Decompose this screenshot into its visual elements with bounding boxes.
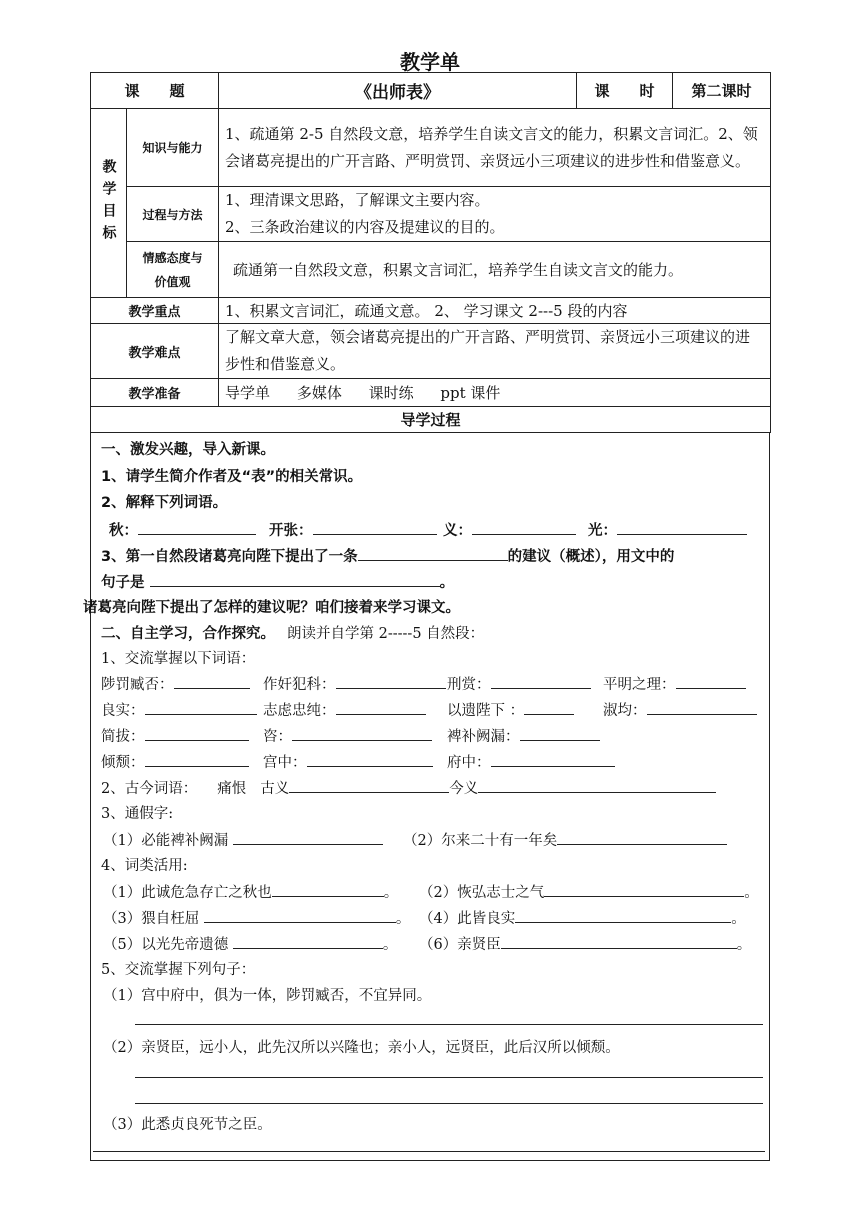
section2-q3: 3、通假字: xyxy=(101,806,174,822)
answer-blank[interactable] xyxy=(145,698,257,715)
answer-blank[interactable] xyxy=(233,932,383,949)
vocab-item xyxy=(263,672,446,694)
prep-label: 教学准备 xyxy=(91,379,219,407)
vocab-label: 平明之理： xyxy=(603,677,676,693)
prep-item: 多媒体 xyxy=(296,384,342,402)
transition-text: 诸葛亮向陛下提出了怎样的建议呢？咱们接着来学习课文。 xyxy=(83,600,460,616)
topic-label: 课 题 xyxy=(91,73,219,109)
answer-blank[interactable] xyxy=(289,776,449,793)
q3-text: 句子是 xyxy=(101,575,145,591)
tongjia-text: （1）必能裨补阙漏 xyxy=(103,833,229,849)
period-mark: 。 xyxy=(731,911,746,927)
answer-blank[interactable] xyxy=(358,544,508,561)
vocab-label: 作奸犯科： xyxy=(263,677,336,693)
vocab-label: 陟罚臧否： xyxy=(101,677,174,693)
huoyong-text: （5）以光先帝遗德 xyxy=(103,937,229,953)
answer-blank[interactable] xyxy=(647,698,757,715)
period-mark: 。 xyxy=(395,911,411,927)
topic-value: 《出师表》 xyxy=(219,73,577,109)
vocab-item xyxy=(603,698,757,720)
vocab-item xyxy=(101,750,249,772)
sentence-1: （1）宫中府中，俱为一体，陟罚臧否，不宜异同。 xyxy=(103,988,432,1004)
process-text xyxy=(219,187,771,242)
word-kaizhang xyxy=(269,518,437,540)
process-line-2: 2、三条政治建议的内容及提建议的目的。 xyxy=(225,218,505,236)
period-value: 第二课时 xyxy=(673,73,771,109)
attitude-label-line-2: 价值观 xyxy=(154,274,191,289)
attitude-label xyxy=(127,242,219,298)
vocab-item xyxy=(603,672,746,694)
vocab-item xyxy=(263,724,432,746)
vocab-item xyxy=(447,750,615,772)
huoyong-item xyxy=(103,906,410,928)
difficulty-text: 了解文章大意，领会诸葛亮提出的广开言路、严明赏罚、亲贤远小三项建议的进步性和借鉴意义。 xyxy=(219,324,771,379)
goals-label: 教学目标 xyxy=(100,159,117,247)
vocab-label: 府中： xyxy=(447,755,491,771)
vocab-label: 倾颓： xyxy=(101,755,145,771)
vocab-item xyxy=(263,698,426,720)
answer-blank[interactable] xyxy=(472,518,576,535)
answer-blank[interactable] xyxy=(145,750,249,767)
prep-item: 课时练 xyxy=(368,384,414,402)
word-label: 开张： xyxy=(269,523,313,539)
answer-blank[interactable] xyxy=(491,672,591,689)
answer-blank[interactable] xyxy=(557,828,727,845)
vocab-item xyxy=(101,724,249,746)
answer-blank[interactable] xyxy=(138,518,256,535)
answer-blank[interactable] xyxy=(617,518,747,535)
answer-blank[interactable] xyxy=(145,724,249,741)
attitude-label-line-1: 情感态度与 xyxy=(142,250,203,265)
answer-blank[interactable] xyxy=(150,570,440,587)
huoyong-item xyxy=(419,932,751,954)
knowledge-label: 知识与能力 xyxy=(127,109,219,187)
answer-blank[interactable] xyxy=(676,672,746,689)
answer-line[interactable] xyxy=(93,1151,765,1152)
answer-blank[interactable] xyxy=(204,906,396,923)
answer-blank[interactable] xyxy=(544,880,744,897)
period-mark: 。 xyxy=(736,937,752,953)
vocab-label: 宫中： xyxy=(263,755,307,771)
section1-heading: 一、激发兴趣，导入新课。 xyxy=(101,442,275,458)
answer-blank[interactable] xyxy=(313,518,437,535)
tongjia-item xyxy=(103,828,383,850)
section2-q5: 5、交流掌握下列句子： xyxy=(101,962,256,978)
document-title: 教学单 xyxy=(400,50,460,74)
word-label: 光： xyxy=(588,523,617,539)
section1-q3-cont xyxy=(101,570,454,592)
q3-text: 的建议（概述），用文中的 xyxy=(507,549,675,565)
process-section-title: 导学过程 xyxy=(91,407,771,433)
q2-new-label: 今义 xyxy=(449,781,479,797)
huoyong-item xyxy=(419,880,759,902)
difficulty-label: 教学难点 xyxy=(91,324,219,379)
q3-text: 3、第一自然段诸葛亮向陛下提出了一条 xyxy=(101,549,358,565)
huoyong-text: （4）此皆良实 xyxy=(419,911,516,927)
period-mark: 。 xyxy=(744,885,759,901)
vocab-label: 淑均： xyxy=(603,703,647,719)
knowledge-text: 1、疏通第 2-5 自然段文意，培养学生自读文言文的能力，积累文言词汇。2、领会诸葛亮提出的广开言路、严明赏罚、亲贤远小三项建议的进步性和借鉴意义。 xyxy=(219,109,771,187)
answer-blank[interactable] xyxy=(524,698,574,715)
vocab-item xyxy=(447,724,600,746)
vocab-item xyxy=(101,672,250,694)
section2-q4: 4、词类活用: xyxy=(101,858,188,874)
prep-items xyxy=(219,379,771,407)
huoyong-item xyxy=(419,906,746,928)
word-qiu xyxy=(109,518,256,540)
tongjia-text: （2）尔来二十有一年矣 xyxy=(403,833,558,849)
attitude-text: 疏通第一自然段文意，积累文言词汇，培养学生自读文言文的能力。 xyxy=(219,242,771,298)
section2-q1: 1、交流掌握以下词语： xyxy=(101,651,256,667)
vocab-label: 以遗陛下 ： xyxy=(447,703,525,719)
guided-process-area xyxy=(83,432,770,1161)
section2-q2 xyxy=(101,776,716,798)
huoyong-item xyxy=(103,880,398,902)
answer-blank[interactable] xyxy=(336,672,446,689)
huoyong-text: （3）猥自枉屈 xyxy=(103,911,200,927)
vocab-item xyxy=(263,750,433,772)
word-label: 义： xyxy=(443,523,472,539)
vocab-label: 良实： xyxy=(101,703,145,719)
q2-old-label: 古义 xyxy=(260,781,290,797)
section2-heading-line xyxy=(101,622,484,643)
section1-q3 xyxy=(101,544,674,566)
prep-item: 导学单 xyxy=(225,384,271,402)
period-mark: 。 xyxy=(382,937,398,953)
sentence-3: （3）此悉贞良死节之臣。 xyxy=(103,1117,272,1133)
lesson-info-table xyxy=(90,72,771,433)
vocab-item xyxy=(447,672,591,694)
goals-label-cell xyxy=(91,109,127,298)
section1-q2: 2、解释下列词语。 xyxy=(101,495,228,511)
answer-blank[interactable] xyxy=(478,776,716,793)
word-yi xyxy=(443,518,576,540)
answer-line[interactable] xyxy=(135,1103,763,1104)
answer-blank[interactable] xyxy=(501,932,737,949)
period-mark: 。 xyxy=(383,885,399,901)
section2-heading: 二、自主学习，合作探究。 xyxy=(101,626,275,642)
prep-item: ppt 课件 xyxy=(440,384,501,402)
answer-blank[interactable] xyxy=(336,698,426,715)
answer-blank[interactable] xyxy=(491,750,615,767)
process-line-1: 1、理清课文思路，了解课文主要内容。 xyxy=(225,191,490,209)
answer-blank[interactable] xyxy=(515,906,731,923)
answer-line[interactable] xyxy=(135,1024,763,1025)
answer-blank[interactable] xyxy=(292,724,432,741)
huoyong-text: （6）亲贤臣 xyxy=(419,937,501,953)
vocab-label: 裨补阙漏： xyxy=(447,729,520,745)
key-point-label: 教学重点 xyxy=(91,298,219,324)
q3-text: 。 xyxy=(439,575,455,591)
huoyong-text: （2）恢弘志士之气 xyxy=(419,885,545,901)
tongjia-item xyxy=(403,828,727,850)
answer-blank[interactable] xyxy=(174,672,250,689)
word-label: 秋： xyxy=(109,523,138,539)
word-guang xyxy=(588,518,747,540)
vocab-label: 咨： xyxy=(263,729,292,745)
vocab-label: 志虑忠纯： xyxy=(263,703,336,719)
period-label: 课 时 xyxy=(577,73,673,109)
q2-word: 痛恨 xyxy=(217,781,247,797)
answer-blank[interactable] xyxy=(272,880,384,897)
vocab-label: 简拔： xyxy=(101,729,145,745)
q2-label: 2、古今词语： xyxy=(101,781,198,797)
answer-blank[interactable] xyxy=(520,724,600,741)
key-point-text: 1、积累文言词汇，疏通文意。 2、 学习课文 2---5 段的内容 xyxy=(219,298,771,324)
answer-blank[interactable] xyxy=(233,828,383,845)
section2-instruction: 朗读并自学第 2-----5 自然段： xyxy=(287,626,485,642)
vocab-item xyxy=(101,698,257,720)
sentence-2: （2）亲贤臣，远小人，此先汉所以兴隆也；亲小人，远贤臣，此后汉所以倾颓。 xyxy=(103,1040,620,1056)
answer-line[interactable] xyxy=(135,1077,763,1078)
vocab-label: 刑赏： xyxy=(447,677,491,693)
vocab-item xyxy=(447,698,574,720)
process-label: 过程与方法 xyxy=(127,187,219,242)
huoyong-item xyxy=(103,932,397,954)
huoyong-text: （1）此诚危急存亡之秋也 xyxy=(103,885,272,901)
section1-q1: 1、请学生简介作者及“表”的相关常识。 xyxy=(101,469,363,485)
answer-blank[interactable] xyxy=(307,750,433,767)
